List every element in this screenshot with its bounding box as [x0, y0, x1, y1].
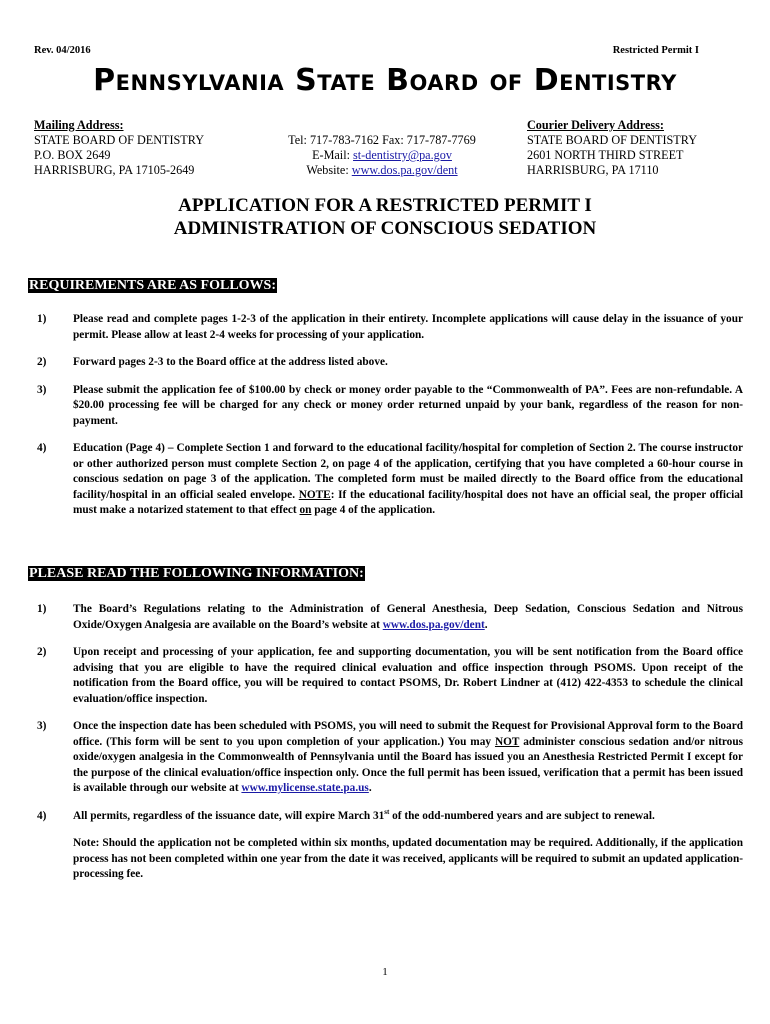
- website-label: Website:: [306, 163, 352, 177]
- item-number: 4): [37, 809, 47, 822]
- courier-line-2: 2601 NORTH THIRD STREET: [527, 148, 684, 162]
- item-text: The Board’s Regulations relating to the Administration of General Anesthesia, Deep Sedation, Conscious Sedation and Nitrous Oxide/Oxygen Analgesia are available on the Board’s website at: [73, 603, 743, 631]
- mylicense-link[interactable]: www.mylicense.state.pa.us: [241, 782, 369, 794]
- regulations-link[interactable]: www.dos.pa.gov/dent: [382, 618, 485, 631]
- item-text: Please read and complete pages 1-2-3 of the application in their entirety. Incomplete applications will cause delay in the issuance of your permit. Please allow at least 2-4 weeks for processing of your application.: [73, 313, 743, 341]
- item-tail: .: [484, 618, 488, 631]
- page-number: 1: [382, 966, 388, 978]
- application-title: [0, 194, 770, 240]
- note-paragraph: [37, 836, 743, 883]
- list-item: [37, 645, 743, 707]
- information-heading-text: PLEASE READ THE FOLLOWING INFORMATION:: [29, 566, 364, 581]
- on-underlined: on: [299, 504, 312, 516]
- item-number: 2): [37, 646, 47, 658]
- item-text-end: page 4 of the application.: [311, 504, 436, 516]
- mailing-address: [34, 118, 204, 178]
- courier-address-heading: Courier Delivery Address:: [527, 118, 664, 132]
- email-label: E-Mail:: [312, 148, 354, 162]
- list-item: [37, 602, 743, 633]
- list-item: [37, 719, 743, 797]
- requirements-list: [37, 312, 743, 519]
- mailing-line-2: P.O. BOX 2649: [34, 148, 111, 162]
- list-item: [37, 441, 743, 519]
- list-item: [37, 355, 743, 371]
- mailing-address-heading: Mailing Address:: [34, 118, 124, 132]
- item-text: Upon receipt and processing of your application, fee and supporting documentation, you will be sent notification from the Board office advising that you are eligible to have the required clinical evaluation and office inspection through PSOMS. Upon receipt of the notification from the Board office, you will be required to contact PSOMS, Dr. Robert Lindner at (412) 422-4353 to schedule the clinical evaluation/office inspection.: [73, 646, 743, 705]
- list-item: [37, 383, 743, 430]
- list-item: [37, 809, 743, 825]
- item-tail: .: [368, 782, 372, 794]
- item-text: Please submit the application fee of $100.00 by check or money order payable to the “Commonwealth of PA”. Fees are non-refundable. A $20.00 processing fee will be charged for any check or money order returned unpaid by your bank, regardless of the reason for non-payment.: [73, 383, 743, 427]
- email-line: [262, 148, 502, 163]
- requirements-heading: [28, 278, 277, 294]
- item-text: All permits, regardless of the issuance date, will expire March 31: [73, 809, 385, 822]
- website-line: [262, 163, 502, 178]
- revision-date: Rev. 04/2016: [34, 45, 91, 56]
- requirements-heading-text: REQUIREMENTS ARE AS FOLLOWS:: [29, 278, 276, 293]
- board-title: Pennsylvania State Board of Dentistry: [93, 63, 677, 98]
- mailing-line-3: HARRISBURG, PA 17105-2649: [34, 163, 195, 177]
- item-number: 1): [37, 313, 47, 325]
- item-number: 1): [37, 603, 47, 615]
- not-underlined: NOT: [494, 735, 520, 748]
- item-text: Once the inspection date has been scheduled with PSOMS, you will need to submit the Request for Provisional Approval form to the Board office. (This form will be sent to you upon completion of your application.) You may: [73, 720, 743, 748]
- note-label: NOTE: [298, 488, 331, 501]
- information-list: [37, 602, 743, 883]
- permit-type-label: Restricted Permit I: [612, 45, 699, 56]
- mailing-line-1: STATE BOARD OF DENTISTRY: [34, 133, 204, 147]
- item-text-cont: of the odd-numbered years and are subject to renewal.: [389, 809, 655, 822]
- item-text-cont: : If the educational facility/hospital does not have an official seal, the proper official must make a notarized statement to that effect: [73, 488, 743, 516]
- superscript-st: st: [384, 807, 390, 816]
- application-title-line-2: ADMINISTRATION OF CONSCIOUS SEDATION: [173, 218, 597, 239]
- courier-line-3: HARRISBURG, PA 17110: [527, 163, 659, 177]
- item-number: 2): [37, 356, 47, 368]
- item-text: Education (Page 4) – Complete Section 1 and forward to the educational facility/hospital for completion of Section 2. The course instructor or other authorized person must complete Section 2, on page 4 of the application, certifying that you have completed a 60-hour course in conscious sedation on page 3 of the application. The completed form must be mailed directly to the Board office from the educational facility/hospital in an official sealed envelope.: [73, 442, 743, 501]
- contact-info: [262, 133, 502, 178]
- list-item: [37, 312, 743, 343]
- item-number: 3): [37, 720, 47, 732]
- website-link[interactable]: www.dos.pa.gov/dent: [351, 163, 458, 177]
- application-title-line-1: APPLICATION FOR A RESTRICTED PERMIT I: [178, 195, 592, 216]
- item-text: Forward pages 2-3 to the Board office at the address listed above.: [73, 356, 388, 368]
- item-text-cont: administer conscious sedation and/or nitrous oxide/oxygen analgesia in the Commonwealth of Pennsylvania until the Board has issued you an Anesthesia Restricted Permit I except for the purpose of the clinical evaluation/office inspection only. Once the full permit has been issued, verification that a permit has been issued is available through our website at: [73, 735, 743, 794]
- email-link[interactable]: st-dentistry@pa.gov: [353, 148, 452, 162]
- courier-address: [527, 118, 697, 178]
- phone-fax: Tel: 717-783-7162 Fax: 717-787-7769: [288, 133, 476, 147]
- note-text: Note: Should the application not be completed within six months, updated documentation may be required. Additionally, if the application process has not been completed within one year from the date it was received, applicants will be required to submit an updated application-processing fee.: [73, 837, 743, 880]
- information-heading: [28, 566, 365, 582]
- courier-line-1: STATE BOARD OF DENTISTRY: [527, 133, 697, 147]
- item-number: 4): [37, 442, 47, 454]
- item-number: 3): [37, 383, 47, 396]
